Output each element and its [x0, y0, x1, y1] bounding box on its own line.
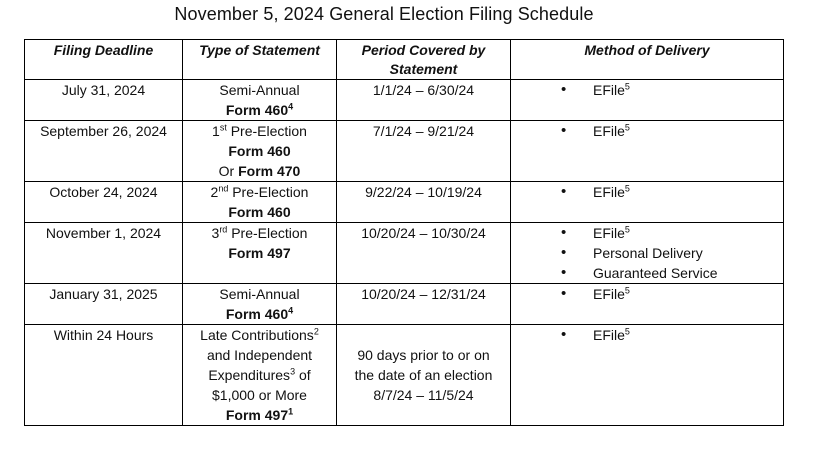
- cell-deadline: July 31, 2024: [25, 80, 183, 121]
- cell-statement-type: [183, 121, 337, 182]
- statement-label: Semi-Annual: [219, 82, 300, 98]
- table-row: [25, 284, 784, 325]
- cell-delivery: [511, 121, 784, 182]
- cell-statement-type: [183, 325, 337, 426]
- statement-form: Form 497: [228, 245, 291, 261]
- page-title: November 5, 2024 General Election Filing Schedule: [174, 4, 594, 24]
- cell-period: 9/22/24 – 10/19/24: [337, 182, 511, 223]
- table-row: [25, 182, 784, 223]
- cell-delivery: [511, 284, 784, 325]
- statement-label: Late Contributions$^2$: [200, 326, 319, 343]
- cell-deadline: September 26, 2024: [25, 121, 183, 182]
- cell-deadline: November 1, 2024: [25, 223, 183, 284]
- delivery-method-item: • EFile$^5$: [561, 121, 779, 141]
- table-row: [25, 121, 784, 182]
- header-period-covered: Period Covered by Statement: [337, 40, 511, 80]
- delivery-method-item: • EFile$^5$: [561, 182, 779, 202]
- statement-label: 3rd Pre-Election: [211, 224, 308, 241]
- cell-delivery: [511, 80, 784, 121]
- period-line: the date of an election: [354, 367, 493, 383]
- cell-statement-type: [183, 223, 337, 284]
- delivery-method-item: • EFile$^5$: [561, 325, 779, 345]
- statement-label: Expenditures$^3$ of: [208, 366, 311, 383]
- statement-label: Semi-Annual: [219, 286, 300, 302]
- header-type-of-statement: Type of Statement: [183, 40, 337, 80]
- cell-deadline: October 24, 2024: [25, 182, 183, 223]
- statement-label: and Independent: [206, 347, 313, 363]
- delivery-method-item: • Guaranteed Service: [561, 263, 779, 283]
- cell-delivery: [511, 325, 784, 426]
- statement-label: $1,000 or More: [212, 387, 307, 403]
- table-row: [25, 223, 784, 284]
- header-method-of-delivery: Method of Delivery: [511, 40, 784, 80]
- cell-statement-type: [183, 80, 337, 121]
- delivery-method-item: • Personal Delivery: [561, 243, 779, 263]
- delivery-method-item: • EFile$^5$: [561, 80, 779, 100]
- statement-form: Form $460^4$: [225, 101, 294, 118]
- cell-statement-type: [183, 284, 337, 325]
- cell-deadline: January 31, 2025: [25, 284, 183, 325]
- delivery-method-item: • EFile$^5$: [561, 223, 779, 243]
- table-row: [25, 80, 784, 121]
- table-header-row: [25, 40, 784, 80]
- cell-statement-type: [183, 182, 337, 223]
- statement-form: Form $460^4$: [225, 305, 294, 322]
- statement-label: 1st Pre-Election: [212, 122, 307, 139]
- cell-period: 7/1/24 – 9/21/24: [337, 121, 511, 182]
- statement-form: Form $497^1$: [225, 406, 294, 423]
- statement-form: Form 460: [228, 204, 291, 220]
- statement-form-alt: Or Form 470: [218, 163, 301, 179]
- cell-period: 10/20/24 – 10/30/24: [337, 223, 511, 284]
- table-row: [25, 325, 784, 426]
- statement-label: 2nd Pre-Election: [210, 183, 309, 200]
- period-line: 8/7/24 – 11/5/24: [373, 387, 474, 403]
- filing-schedule-table: [24, 39, 784, 426]
- header-filing-deadline: Filing Deadline: [25, 40, 183, 80]
- delivery-method-item: • EFile$^5$: [561, 284, 779, 304]
- cell-period: [337, 325, 511, 426]
- cell-period: 10/20/24 – 12/31/24: [337, 284, 511, 325]
- cell-period: 1/1/24 – 6/30/24: [337, 80, 511, 121]
- period-line: 90 days prior to or on: [357, 347, 490, 363]
- cell-delivery: [511, 182, 784, 223]
- cell-deadline: Within 24 Hours: [25, 325, 183, 426]
- cell-delivery: [511, 223, 784, 284]
- statement-form: Form 460: [228, 143, 291, 159]
